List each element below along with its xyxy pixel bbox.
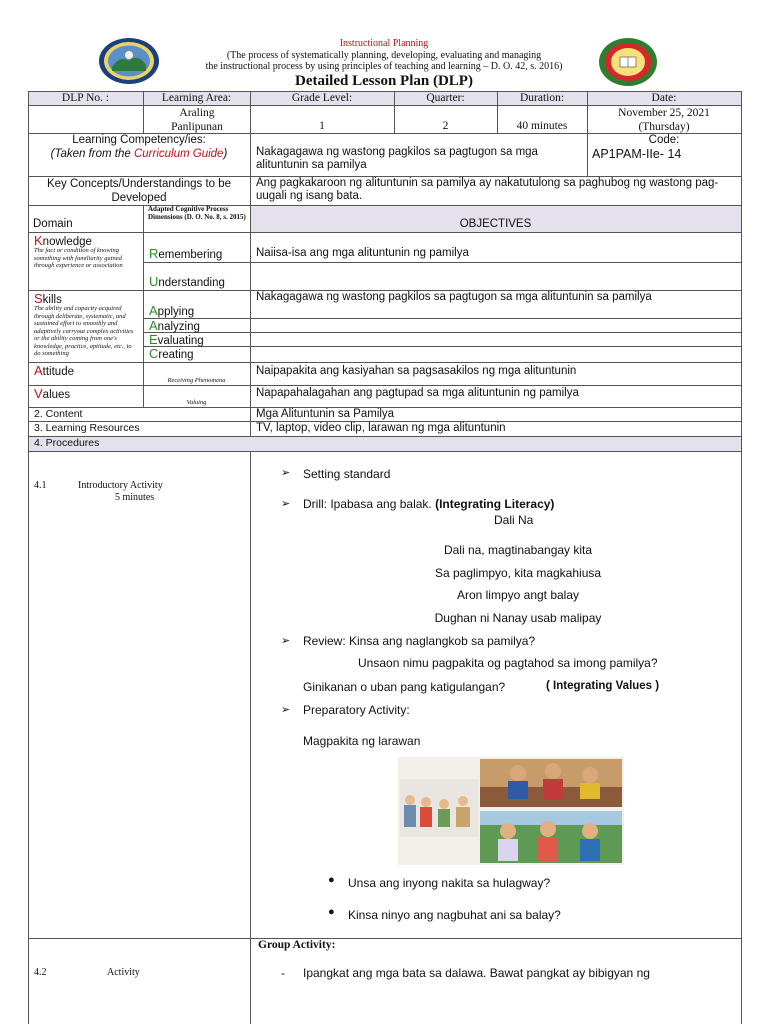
level-remembering-initial: R xyxy=(149,246,159,261)
poem-line: Dughan ni Nanay usab malipay xyxy=(434,611,602,625)
arrow-bullet-icon: ➢ xyxy=(281,634,291,647)
question-1: Unsa ang inyong nakita sa hulagway? xyxy=(348,876,551,890)
review-question-1: Kinsa ang naglangkob sa pamilya? xyxy=(349,634,536,648)
intro-label: Introductory Activity xyxy=(78,480,163,491)
key-concepts-label: Key Concepts/Understandings to be Developed xyxy=(46,178,232,204)
code-value: AP1PAM-IIe- 14 xyxy=(592,147,682,161)
activity-label: Activity xyxy=(107,967,140,978)
activity-item: Ipangkat ang mga bata sa dalawa. Bawat pangkat ay bibigyan ng xyxy=(303,966,650,980)
level-evaluating xyxy=(149,332,204,347)
domain-skills-rest: kills xyxy=(42,294,62,306)
content-value: Mga Alituntunin sa Pamilya xyxy=(256,408,395,420)
label-date: Date: xyxy=(651,92,677,104)
activity-number: 4.2 xyxy=(34,967,47,978)
objectives-header: OBJECTIVES xyxy=(459,218,532,230)
value-date: November 25, 2021 (Thursday) xyxy=(618,107,710,133)
domain-skills-initial: S xyxy=(34,291,43,306)
page-title: Detailed Lesson Plan (DLP) xyxy=(295,73,473,89)
dot-bullet-icon: ● xyxy=(328,906,335,918)
arrow-bullet-icon: ➢ xyxy=(281,497,291,510)
domain-knowledge xyxy=(34,233,92,248)
objective-values: Napapahalagahan ang pagtupad sa mga alituntunin ng pamilya xyxy=(256,387,579,399)
level-analyzing-initial: A xyxy=(149,318,158,333)
domain-values-initial: V xyxy=(34,386,43,401)
dot-bullet-icon: ● xyxy=(328,874,335,886)
level-creating xyxy=(149,346,194,361)
drill-line xyxy=(303,497,554,511)
instructional-planning-title: Instructional Planning xyxy=(339,38,429,49)
group-activity-heading: Group Activity: xyxy=(258,939,336,951)
label-dlp-no: DLP No. : xyxy=(61,92,110,104)
skills-description: The ability and capacity acquired through deliberate, systematic, and sustained effort to smoothly and adaptively carryout complex activities or the ability coming from one's knowledge, practice, aptitude, etc., to do something xyxy=(34,305,134,357)
intro-time: 5 minutes xyxy=(115,492,155,503)
attitude-level: Receiving Phenomena xyxy=(167,377,226,384)
competency-source xyxy=(28,148,250,160)
curriculum-guide-text: Curriculum Guide xyxy=(133,148,224,160)
integrating-literacy-tag: (Integrating Literacy) xyxy=(435,497,555,511)
poem-line: Dali na, magtinabangay kita xyxy=(443,543,593,557)
level-understanding-initial: U xyxy=(149,274,159,289)
domain-header: Domain xyxy=(33,218,73,230)
resources-label: 3. Learning Resources xyxy=(34,422,140,434)
content-label: 2. Content xyxy=(34,408,83,420)
objective-remembering: Naiisa-isa ang mga alituntunin ng pamilya xyxy=(256,247,469,259)
level-evaluating-rest: valuating xyxy=(157,335,204,347)
competency-label: Learning Competency/ies: xyxy=(72,134,206,146)
level-remembering-rest: emembering xyxy=(158,249,223,261)
level-applying-initial: A xyxy=(149,303,158,318)
domain-knowledge-rest: nowledge xyxy=(42,236,92,248)
review-label: Review: xyxy=(303,634,350,648)
code-label: Code: xyxy=(648,134,680,146)
level-creating-rest: reating xyxy=(158,349,194,361)
show-pictures-text: Magpakita ng larawan xyxy=(303,734,421,748)
header-description-line1: (The process of systematically planning, developing, evaluating and managing xyxy=(226,50,542,61)
family-chores-illustration xyxy=(398,757,624,865)
intro-number: 4.1 xyxy=(34,480,47,491)
level-evaluating-initial: E xyxy=(149,332,158,347)
preparatory-activity: Preparatory Activity: xyxy=(303,703,410,717)
poem-title: Dali Na xyxy=(494,513,534,527)
label-learning-area: Learning Area: xyxy=(161,92,232,104)
resources-value: TV, laptop, video clip, larawan ng mga alituntunin xyxy=(256,422,506,434)
key-concepts-text: Ang pagkakaroon ng alituntunin sa pamilya ay nakatutulong sa paghubog ng wastong pag-uugali ng isang bata. xyxy=(256,177,719,202)
arrow-bullet-icon: ➢ xyxy=(281,703,291,716)
drill-text: Drill: Ipabasa ang balak. xyxy=(303,497,436,511)
domain-attitude-rest: ttitude xyxy=(42,366,74,378)
level-understanding xyxy=(149,274,225,289)
competency-text: Nakagagawa ng wastong pagkilos sa pagtugon sa mga alituntunin sa pamilya xyxy=(256,146,538,171)
review-question-2: Unsaon nimu pagpakita og pagtahod sa imong pamilya? xyxy=(358,656,658,670)
level-applying-rest: pplying xyxy=(157,306,195,318)
competency-source-suffix: ) xyxy=(223,148,228,160)
competency-source-prefix: (Taken from the xyxy=(50,148,134,160)
adapted-cognitive-header: Adapted Cognitive Process Dimensions (D. O. No. 8, s. 2015) xyxy=(148,205,246,221)
poem-line: Aron limpyo angt balay xyxy=(456,588,580,602)
value-grade-level: 1 xyxy=(319,120,325,132)
domain-values xyxy=(34,386,70,401)
values-level: Valuing xyxy=(186,399,207,406)
setting-standard: Setting standard xyxy=(303,467,391,481)
objective-attitude: Naipapakita ang kasiyahan sa pagsasakilos ng mga alituntunin xyxy=(256,365,577,377)
review-line xyxy=(303,634,535,648)
domain-values-rest: alues xyxy=(42,389,71,401)
label-grade-level: Grade Level: xyxy=(291,92,353,104)
level-creating-initial: C xyxy=(149,346,159,361)
integrating-values-tag: ( Integrating Values ) xyxy=(546,680,660,692)
value-quarter: 2 xyxy=(442,120,449,132)
arrow-bullet-icon: ➢ xyxy=(281,466,291,479)
label-quarter: Quarter: xyxy=(426,92,465,104)
domain-attitude-initial: A xyxy=(34,363,43,378)
label-duration: Duration: xyxy=(519,92,565,104)
level-remembering xyxy=(149,246,222,261)
level-analyzing xyxy=(149,318,200,333)
dash-bullet-icon: - xyxy=(281,966,285,980)
procedures-header-shade xyxy=(28,436,741,451)
value-duration: 40 minutes xyxy=(516,120,568,132)
value-learning-area: Araling Panlipunan xyxy=(171,107,223,133)
objective-skills: Nakagagawa ng wastong pagkilos sa pagtugon sa mga alituntunin sa pamilya xyxy=(256,291,652,303)
domain-attitude xyxy=(34,363,74,378)
procedures-label: 4. Procedures xyxy=(34,437,100,449)
level-understanding-rest: nderstanding xyxy=(158,277,225,289)
poem-line: Sa paglimpyo, kita magkahiusa xyxy=(434,566,602,580)
header-description-line2: the instructional process by using principles of teaching and learning – D. O. 42, s. 2016) xyxy=(205,61,563,72)
domain-skills xyxy=(34,291,62,306)
level-applying xyxy=(149,303,194,318)
level-analyzing-rest: nalyzing xyxy=(157,321,200,333)
question-2: Kinsa ninyo ang nagbuhat ani sa balay? xyxy=(348,908,561,922)
domain-knowledge-initial: K xyxy=(34,233,43,248)
knowledge-description: The fact or condition of knowing something with familiarity gained through experience or association xyxy=(34,247,123,269)
review-question-3: Ginikanan o uban pang katigulangan? xyxy=(303,680,506,694)
